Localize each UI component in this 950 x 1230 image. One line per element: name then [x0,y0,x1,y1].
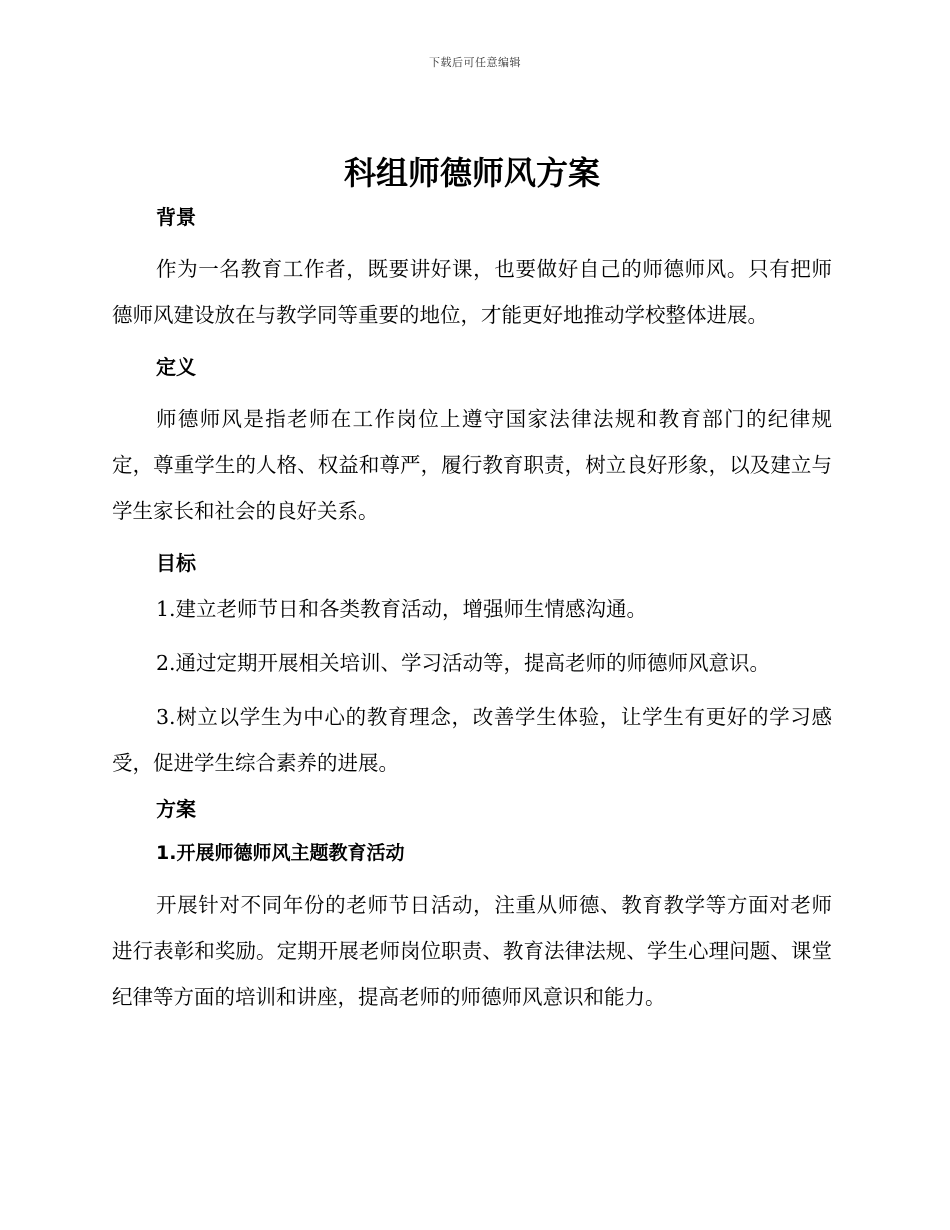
plan-subheading-1: 1.开展师德师风主题教育活动 [156,842,405,864]
goal-item-2: 2.通过定期开展相关培训、学习活动等，提高老师的师德师风意识。 [156,651,771,675]
section-heading-plan: 方案 [156,797,196,821]
section-heading-definition: 定义 [156,355,196,379]
goal-item-3: 3.树立以学生为中心的教育理念，改善学生体验，让学生有更好的学习感受，促进学生综合素养的进展。 [112,705,832,775]
definition-paragraph: 师德师风是指老师在工作岗位上遵守国家法律法规和教育部门的纪律规定，尊重学生的人格、权益和尊严，履行教育职责，树立良好形象，以及建立与学生家长和社会的良好关系。 [112,407,832,523]
document-body [112,150,832,1034]
plan-paragraph-1: 开展针对不同年份的老师节日活动，注重从师德、教育教学等方面对老师进行表彰和奖励。定期开展老师岗位职责、教育法律法规、学生心理问题、课堂纪律等方面的培训和讲座，提高老师的师德师风意识和能力。 [112,893,832,1009]
page-header-note: 下载后可任意编辑 [429,56,521,69]
goal-item-1: 1.建立老师节日和各类教育活动，增强师生情感沟通。 [156,597,648,621]
document-title: 科组师德师风方案 [343,154,600,192]
section-heading-background: 背景 [156,205,196,229]
background-paragraph: 作为一名教育工作者，既要讲好课，也要做好自己的师德师风。只有把师德师风建设放在与教学同等重要的地位，才能更好地推动学校整体进展。 [112,257,832,327]
section-heading-goals: 目标 [156,551,196,575]
